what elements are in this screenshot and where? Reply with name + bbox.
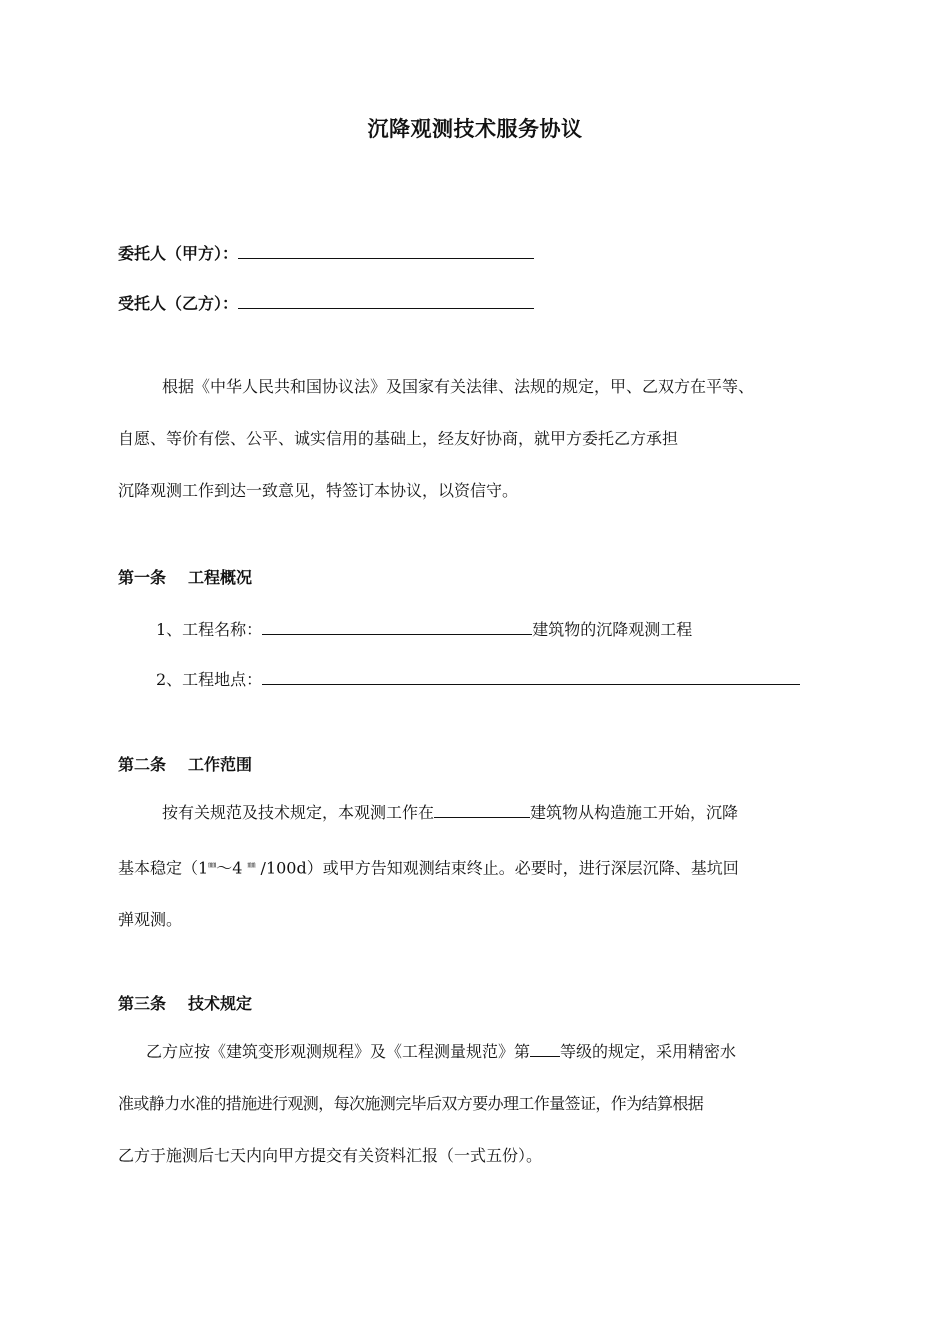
article-2-paragraph — [118, 787, 834, 946]
preamble-line-2: 自愿、等价有偿、公平、诚实信用的基础上，经友好协商，就甲方委托乙方承担 — [118, 429, 679, 448]
building-name-blank[interactable] — [434, 799, 530, 818]
article-2-line-2-end: /100d）或甲方告知观测结束终止。必要时，进行深层沉降、基坑回 — [255, 858, 739, 878]
article-3-line-1-start: 乙方应按《建筑变形观测规程》及《工程测量规范》第 — [146, 1042, 531, 1061]
preamble-line-1: 根据《中华人民共和国协议法》及国家有关法律、法规的规定，甲、乙双方在平等、 — [162, 377, 755, 396]
document-title: 沉降观测技术服务协议 — [367, 117, 583, 141]
article-3-paragraph — [118, 1026, 834, 1182]
article-1-heading — [118, 565, 252, 588]
article-2-line-2-mid: ～4 — [216, 858, 248, 878]
article-2-line-2 — [118, 839, 834, 894]
article-3-title: 技术规定 — [188, 994, 253, 1013]
article-2-line-1-end: 建筑物从构造施工开始，沉降 — [530, 803, 739, 822]
article-2-heading — [118, 752, 252, 775]
grade-blank[interactable] — [530, 1038, 560, 1057]
article-1-number: 第一条 — [118, 568, 167, 587]
project-location-line — [156, 666, 800, 690]
project-location-blank[interactable] — [262, 666, 800, 685]
article-3-number: 第三条 — [118, 994, 167, 1013]
preamble-paragraph — [118, 361, 834, 517]
unit-mm-1: ㎜ — [208, 860, 217, 869]
project-name-line — [156, 616, 692, 640]
preamble-line-3: 沉降观测工作到达一致意见，特签订本协议，以资信守。 — [118, 481, 519, 500]
article-3-line-2: 准或静力水准的措施进行观测，每次施测完毕后双方要办理工作量签证，作为结算根据 — [118, 1094, 704, 1113]
client-party-line — [118, 240, 534, 264]
article-3-line-3: 乙方于施测后七天内向甲方提交有关资料汇报（一式五份）。 — [118, 1146, 543, 1165]
article-3-line-1-end: 等级的规定，采用精密水 — [560, 1042, 737, 1061]
project-name-label: 1、工程名称： — [156, 620, 263, 639]
article-2-title: 工作范围 — [188, 755, 253, 774]
project-location-label: 2、工程地点： — [156, 670, 263, 689]
project-name-suffix: 建筑物的沉降观测工程 — [532, 620, 693, 639]
project-name-blank[interactable] — [262, 616, 532, 635]
article-1-title: 工程概况 — [188, 568, 253, 587]
contractor-name-blank[interactable] — [238, 290, 534, 309]
article-2-line-2-start: 基本稳定（1 — [118, 858, 209, 878]
article-3-line-1 — [118, 1026, 834, 1078]
article-2-number: 第二条 — [118, 755, 167, 774]
client-label: 委托人（甲方）： — [118, 244, 239, 263]
article-2-line-1-start: 按有关规范及技术规定，本观测工作在 — [162, 803, 435, 822]
article-2-line-1 — [118, 787, 834, 839]
article-3-heading — [118, 991, 252, 1014]
unit-mm-2: ㎜ — [247, 860, 256, 869]
contractor-party-line — [118, 290, 534, 314]
contractor-label: 受托人（乙方）： — [118, 294, 239, 313]
client-name-blank[interactable] — [238, 240, 534, 259]
article-2-line-3: 弹观测。 — [118, 910, 183, 930]
